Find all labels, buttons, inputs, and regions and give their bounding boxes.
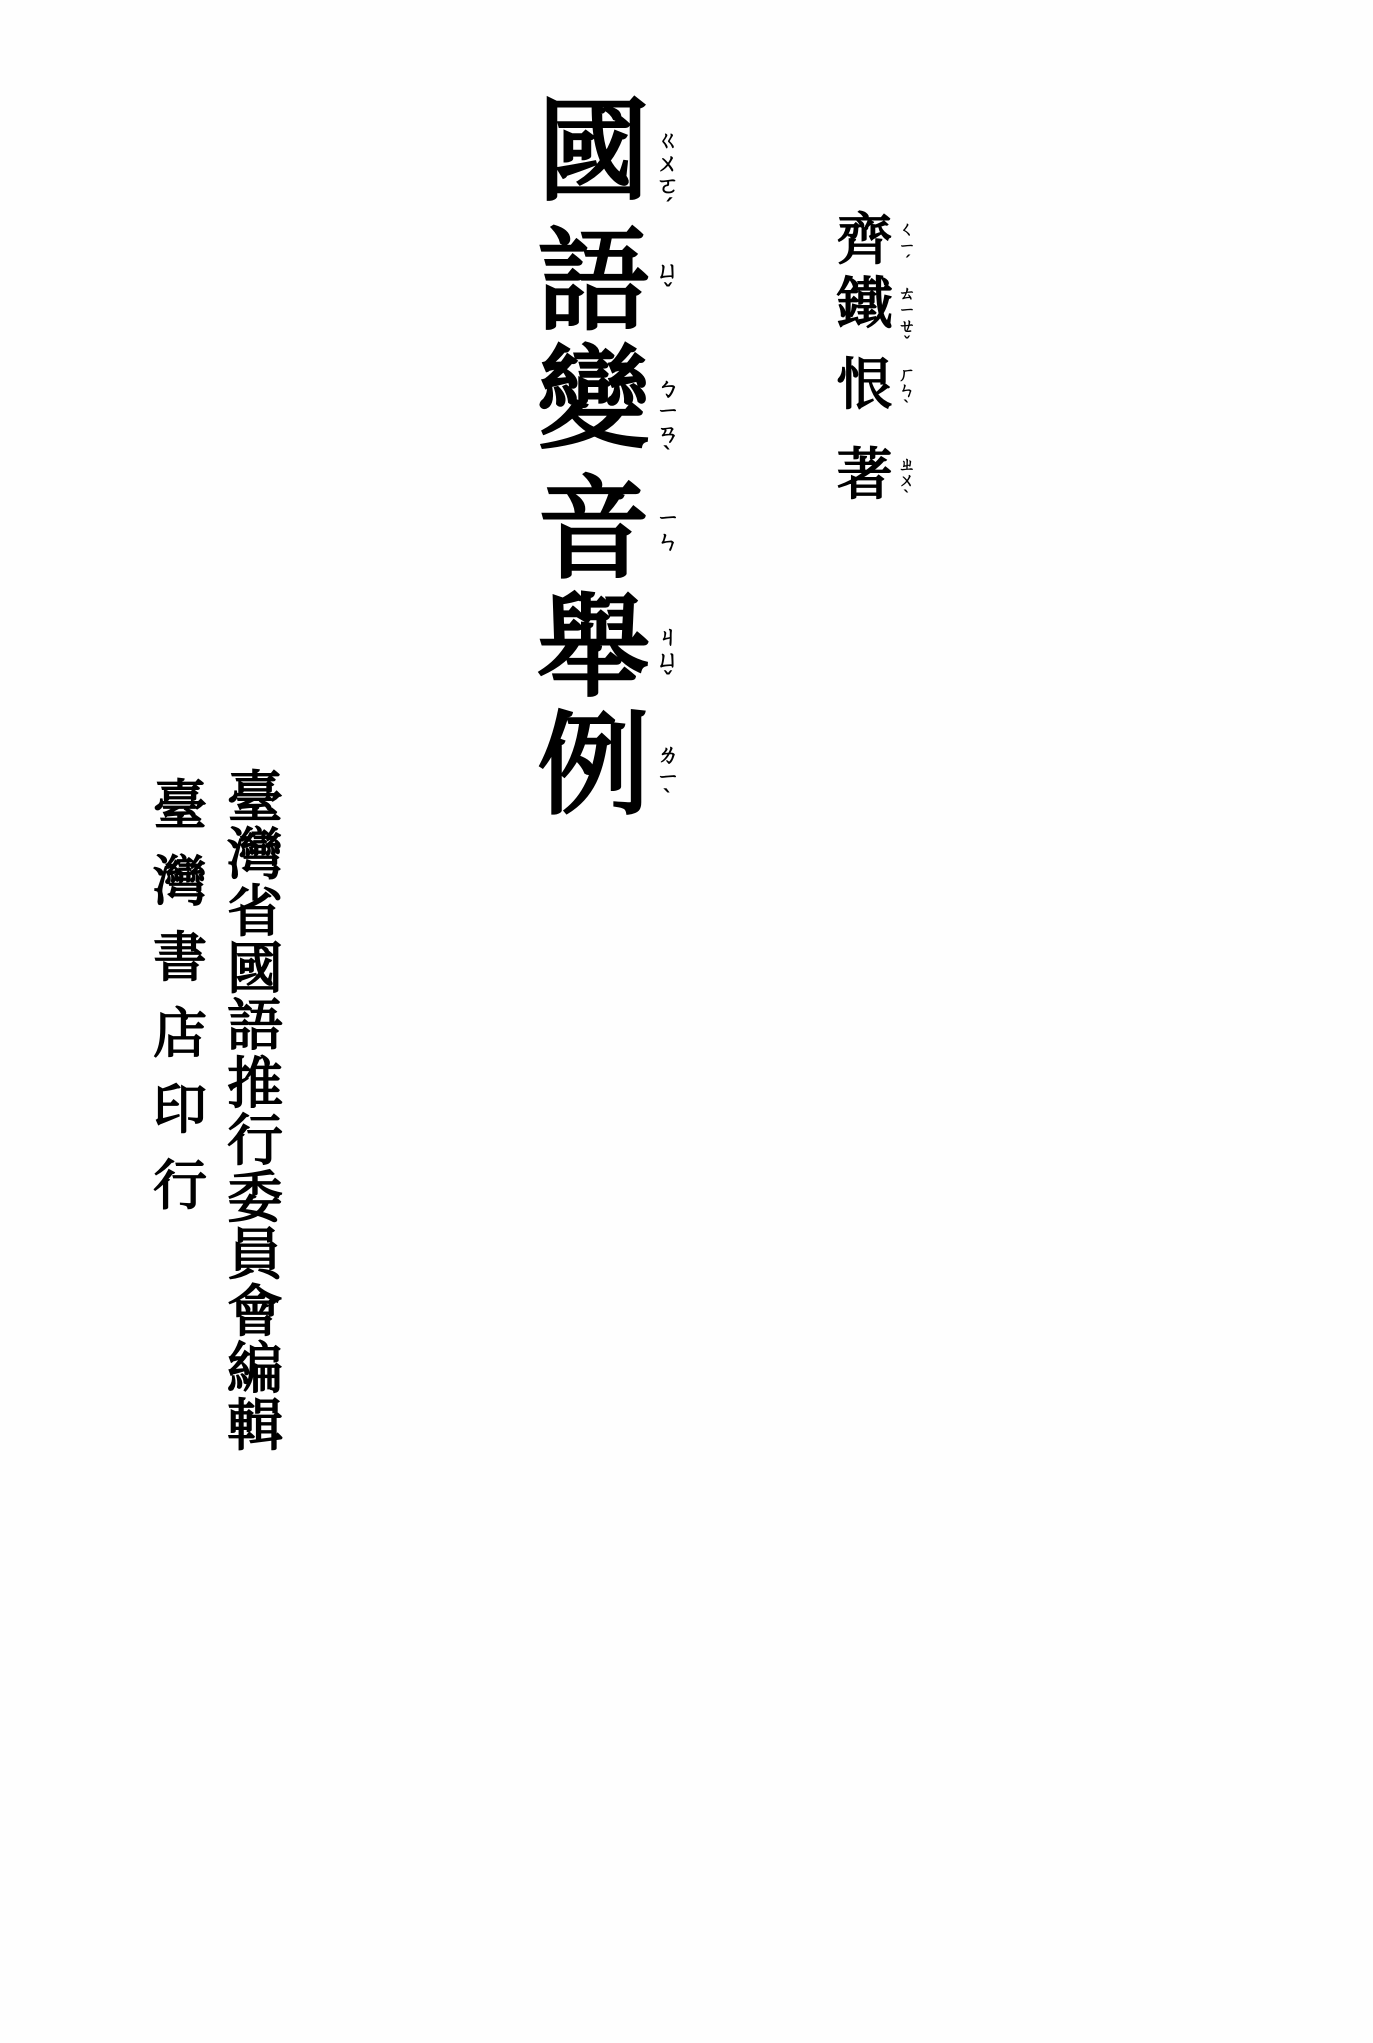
editor-glyph: 灣 <box>227 822 283 889</box>
publisher-glyph: 行 <box>153 1153 207 1217</box>
zhuyin-annotation: ㄌ ㄧ ˋ <box>656 742 680 814</box>
author-glyph: 著 <box>836 441 893 508</box>
zhuyin-annotation: ㄍ ㄨ ㄛ ˊ <box>656 128 680 222</box>
editor-organization <box>215 765 295 1460</box>
publisher-glyph: 印 <box>153 1077 207 1141</box>
title-glyph: 語 <box>537 216 650 348</box>
publisher-glyph: 灣 <box>153 849 207 913</box>
editor-glyph: 語 <box>227 993 283 1060</box>
editor-glyph: 編 <box>227 1336 283 1403</box>
zhuyin-annotation: ㄩ ˇ <box>656 258 680 307</box>
zhuyin-annotation: ㄑ ㄧ ˊ <box>898 220 916 274</box>
zhuyin-annotation: ㄊ ㄧ ㄝ ˇ <box>898 283 916 354</box>
editor-glyph: 省 <box>227 879 283 946</box>
publisher-glyph: 店 <box>153 1001 207 1065</box>
title-glyph: 變 <box>537 334 650 466</box>
author-character <box>835 270 916 354</box>
title-character <box>535 86 680 222</box>
editor-glyph: 輯 <box>227 1393 283 1460</box>
editor-glyph: 委 <box>227 1164 283 1231</box>
author-character <box>835 207 916 274</box>
editor-glyph: 推 <box>227 1050 283 1117</box>
author-glyph: 鐵 <box>836 270 893 337</box>
zhuyin-annotation: ㄏ ㄣ ˋ <box>898 364 916 418</box>
title-character <box>535 700 680 832</box>
title-character <box>535 582 680 714</box>
title-glyph: 舉 <box>537 582 650 714</box>
author-glyph: 齊 <box>836 207 893 273</box>
zhuyin-annotation: ㄧ ㄣ <box>656 506 680 555</box>
title-glyph: 國 <box>537 86 650 217</box>
publisher-glyph: 臺 <box>153 773 207 837</box>
publisher-imprint <box>140 773 220 1234</box>
title-character <box>535 334 680 470</box>
author-character <box>835 441 916 508</box>
title-glyph: 例 <box>537 700 650 832</box>
zhuyin-annotation: ㄐ ㄩ ˇ <box>656 624 680 696</box>
title-character <box>535 464 680 596</box>
author-character <box>835 351 916 418</box>
book-title <box>492 86 722 832</box>
publisher-glyph: 書 <box>153 925 207 989</box>
title-character <box>535 216 680 348</box>
zhuyin-annotation: ㄅ ㄧ ㄢ ˋ <box>656 376 680 470</box>
zhuyin-annotation: ㄓ ㄨ ˋ <box>898 454 916 508</box>
author-glyph: 恨 <box>836 351 893 418</box>
editor-glyph: 臺 <box>227 765 283 831</box>
title-glyph: 音 <box>537 464 650 596</box>
editor-glyph: 員 <box>227 1221 283 1288</box>
author-byline <box>800 207 950 511</box>
editor-glyph: 國 <box>227 936 283 1003</box>
editor-glyph: 會 <box>227 1278 283 1345</box>
editor-glyph: 行 <box>227 1107 283 1174</box>
